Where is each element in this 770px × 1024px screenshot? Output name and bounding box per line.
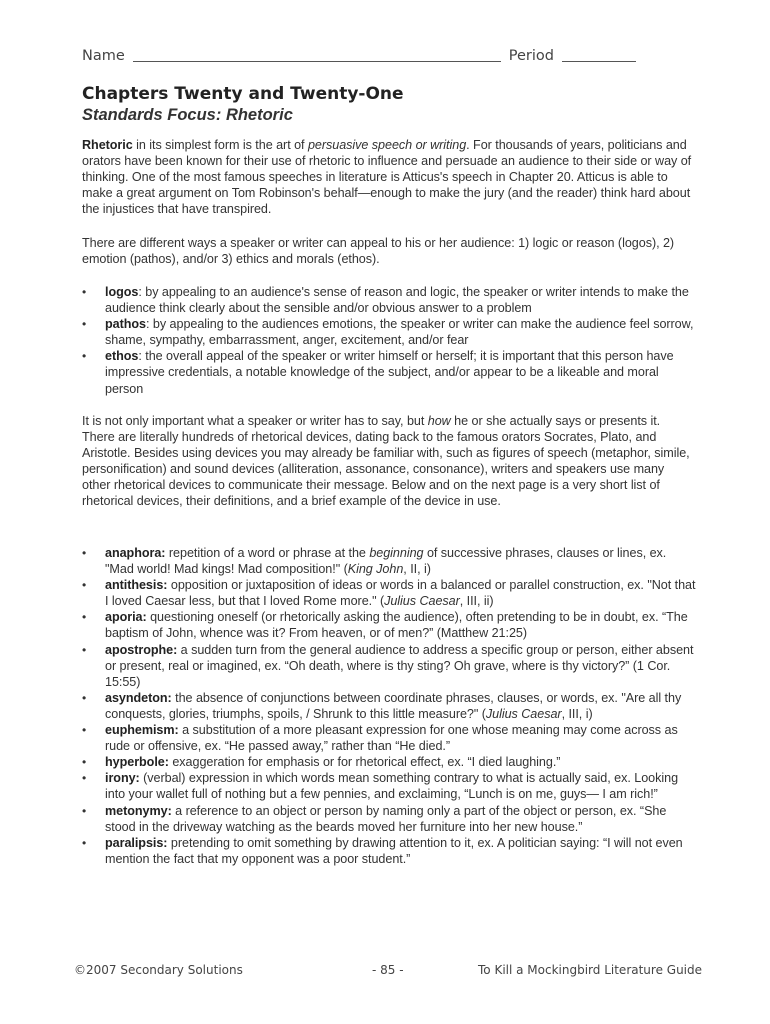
- device-text-italic: Julius Caesar: [384, 594, 460, 609]
- device-text: a sudden turn from the general audience to address a specific group or person, either absent or present, real or imagined, ex. “Oh death, where is thy sting? Oh grave, where is thy victory?” (1 Cor. 15:55): [105, 642, 694, 689]
- bullet-icon: •: [82, 723, 87, 738]
- list-item: [82, 284, 696, 316]
- period-blank-line[interactable]: [562, 46, 636, 62]
- list-item: [82, 690, 696, 722]
- list-item: [82, 316, 696, 348]
- list-item: [82, 545, 696, 577]
- device-text-italic: King John: [347, 562, 404, 577]
- device-text: a substitution of a more pleasant expression for one whose meaning may come across as rude or offensive, ex. “He passed away,” rather than “He died.”: [105, 723, 678, 754]
- page-subtitle: Standards Focus: Rhetoric: [82, 106, 293, 124]
- device-text: questioning oneself (or rhetorically asking the audience), often pretending to be in doubt, ex. “The baptism of John, whence was it? From heaven, or of men?” (Matthew 21:25): [105, 610, 688, 641]
- bullet-icon: •: [82, 546, 87, 560]
- appeal-definition: : by appealing to the audiences emotions, the speaker or writer can make the audience feel sorrow, shame, sympathy, embarrassment, anger, excitement, and/or fear: [105, 317, 694, 348]
- device-term: irony:: [105, 771, 140, 786]
- device-term: anaphora:: [105, 546, 166, 560]
- intro-text-pre: in its simplest form is the art of: [132, 138, 308, 152]
- appeals-intro-paragraph: There are different ways a speaker or writer can appeal to his or her audience: 1) logic or reason (logos), 2) emotion (pathos), and/or 3) ethics and morals (ethos).: [82, 236, 675, 267]
- list-item: [82, 722, 696, 754]
- bullet-icon: •: [82, 690, 87, 705]
- device-text: , II, i): [403, 562, 431, 577]
- list-item: [82, 577, 696, 609]
- appeal-term: pathos: [105, 317, 146, 332]
- devices-intro-post: he or she actually says or presents it. There are literally hundreds of rhetorical devices, dating back to the famous orators Socrates, Plato, and Aristotle. Besides using devices you may already be familiar with, such as figures of speech (metaphor, simile, personification) and sound devices (alliteration, assonance, consonance), writers and speakers use many other rhetorical devices to communicate their message. Below and on the next page is a very short list of rhetorical devices, their definitions, and a brief example of the device in use.: [82, 414, 690, 509]
- footer-guide-title: To Kill a Mockingbird Literature Guide: [478, 963, 703, 977]
- device-text: exaggeration for emphasis or for rhetorical effect, ex. “I died laughing.”: [168, 755, 561, 770]
- footer-copyright: ©2007 Secondary Solutions: [74, 963, 243, 977]
- header-fields: [82, 46, 642, 64]
- list-item: [82, 348, 696, 396]
- device-text: the absence of conjunctions between coordinate phrases, clauses, or words, ex. "Are all thy conquests, glories, triumphs, spoils, / Shrunk to this little measure?" (: [105, 690, 682, 721]
- bullet-icon: •: [82, 317, 87, 332]
- devices-intro-paragraph: [82, 413, 694, 510]
- list-item: [82, 609, 696, 641]
- device-text-italic: Julius Caesar: [485, 706, 562, 721]
- footer-page-number: - 85 -: [372, 963, 404, 977]
- device-text: , III, i): [561, 706, 593, 721]
- bullet-icon: •: [82, 285, 87, 299]
- device-text: pretending to omit something by drawing attention to it, ex. A politician saying: “I will not even mention the fact that my opponent was a poor student.”: [105, 835, 683, 866]
- device-text: of successive phrases, clauses or lines, ex. "Mad world! Mad kings! Mad composition!" (: [105, 546, 667, 577]
- page-title: Chapters Twenty and Twenty-One: [82, 84, 404, 104]
- appeal-term: ethos: [105, 349, 139, 364]
- appeals-list: [82, 284, 696, 397]
- period-label: Period: [508, 48, 554, 64]
- rhetoric-intro-paragraph: [82, 137, 694, 217]
- device-term: asyndeton:: [105, 690, 172, 705]
- device-text: opposition or juxtaposition of ideas or words in a balanced or parallel construction, ex. "Not that I loved Caesar less, but that I loved Rome more." (: [105, 578, 696, 609]
- bullet-icon: •: [82, 642, 87, 657]
- bullet-icon: •: [82, 835, 87, 850]
- appeal-definition: : the overall appeal of the speaker or writer himself or herself; it is important that this person have impressive credentials, a notable knowledge of the subject, and/or appear to be a likeable and moral person: [105, 349, 674, 396]
- device-term: hyperbole:: [105, 755, 169, 770]
- rhetoric-term: Rhetoric: [82, 138, 133, 152]
- device-text: a reference to an object or person by naming only a part of the object or person, ex. “She stood in the driveway watching as the beards moved her furniture into her new house.”: [105, 803, 667, 834]
- devices-intro-italic: how: [427, 414, 451, 428]
- device-text: repetition of a word or phrase at the: [165, 546, 370, 560]
- intro-text-italic: persuasive speech or writing: [307, 138, 467, 152]
- device-term: aporia:: [105, 610, 147, 625]
- bullet-icon: •: [82, 578, 87, 593]
- rhetorical-devices-list: [82, 545, 696, 867]
- list-item: [82, 642, 696, 690]
- appeal-term: logos: [105, 285, 139, 299]
- device-term: euphemism:: [105, 723, 179, 738]
- appeal-definition: : by appealing to an audience's sense of reason and logic, the speaker or writer intends to make the audience think clearly about the sensible and/or obvious answer to a problem: [105, 285, 689, 316]
- device-text: , III, ii): [459, 594, 494, 609]
- devices-intro-pre: It is not only important what a speaker or writer has to say, but: [82, 414, 428, 428]
- list-item: [82, 835, 696, 867]
- list-item: [82, 754, 696, 770]
- list-item: [82, 803, 696, 835]
- device-term: antithesis:: [105, 578, 168, 593]
- device-text-italic: beginning: [369, 546, 424, 560]
- bullet-icon: •: [82, 349, 87, 364]
- name-blank-line[interactable]: [133, 46, 501, 62]
- list-item: [82, 770, 696, 802]
- device-term: apostrophe:: [105, 642, 178, 657]
- device-term: paralipsis:: [105, 835, 168, 850]
- device-term: metonymy:: [105, 803, 172, 818]
- bullet-icon: •: [82, 771, 87, 786]
- name-label: Name: [82, 48, 125, 64]
- intro-text-post: . For thousands of years, politicians and orators have been known for their use of rhetoric to influence and persuade an audience to their side or way of thinking. One of the most famous speeches in literature is Atticus's speech in Chapter 20. Atticus is able to make a great argument on Tom Robinson's behalf—enough to make the jury (and the reader) think hard about the injustices that have transpired.: [82, 138, 692, 217]
- device-text: (verbal) expression in which words mean something contrary to what is actually said, ex. Looking into your wallet full of nothing but a few pennies, and exclaiming, “Lunch is on me, guys— I am rich!”: [105, 771, 679, 802]
- bullet-icon: •: [82, 755, 87, 770]
- bullet-icon: •: [82, 610, 87, 625]
- bullet-icon: •: [82, 803, 87, 818]
